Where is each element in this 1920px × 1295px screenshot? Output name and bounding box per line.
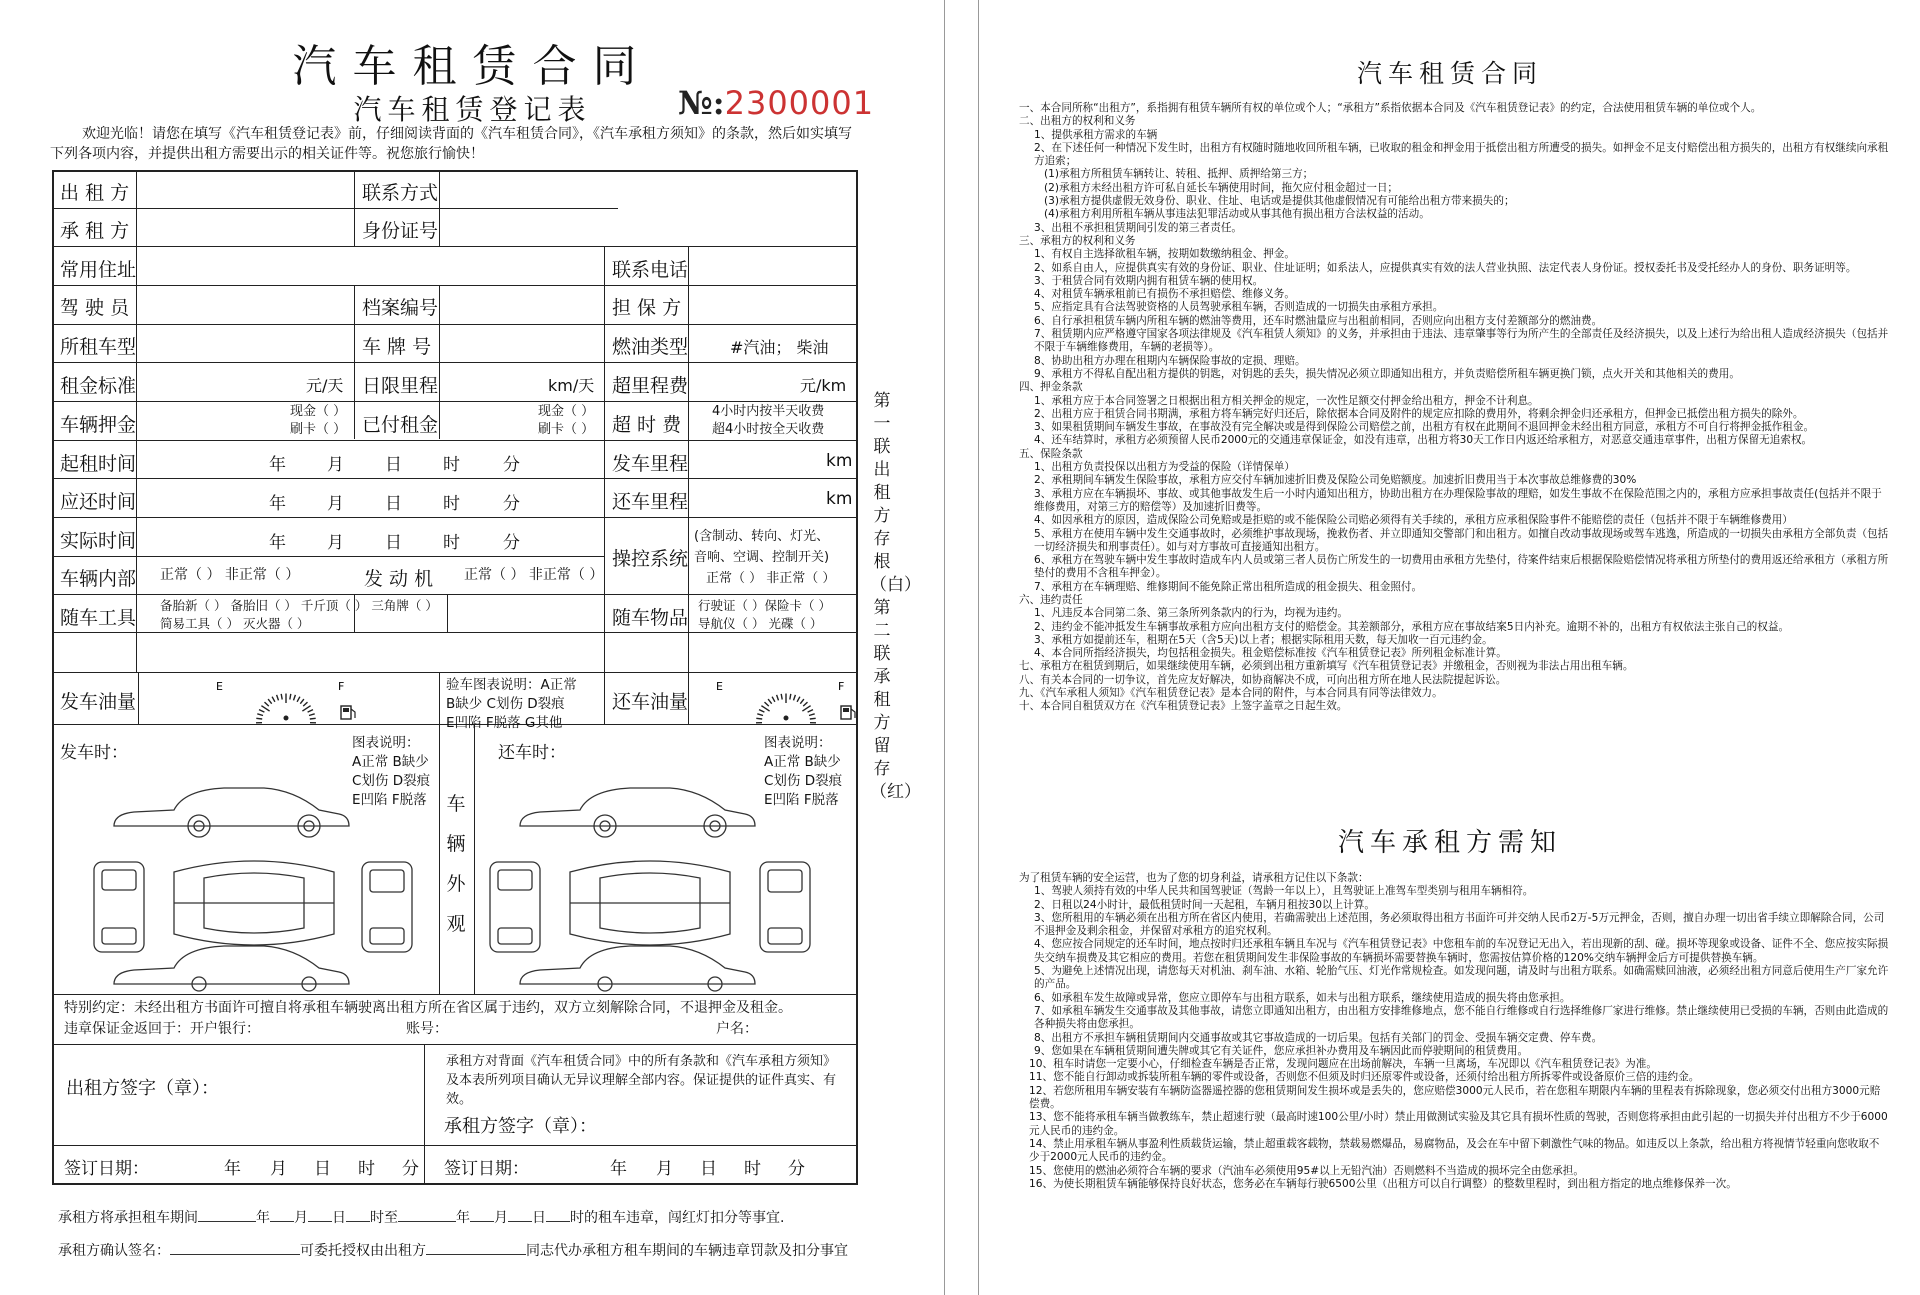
clause-line: (1)承租方所租赁车辆转让、转租、抵押、质押给第三方； bbox=[1044, 168, 1314, 181]
inspection-legend-1: 验车图表说明：A正常 bbox=[446, 677, 577, 693]
overtime-rule-1: 4小时内按半天收费 bbox=[712, 404, 825, 419]
clause-line: 3、您所租用的车辆必须在出租方所在省区内使用，若确需驶出上述范围，务必须取得出租方书面许可并交纳人民币2万-5万元押金，否则，擅自办理一切出省手续立即解除合同，公司不退押金及剩余租金，并保留对承租方的追究权利。 bbox=[1034, 911, 1885, 938]
label-return-fuel: 还车油量 bbox=[612, 691, 689, 713]
clause-line: 5、承租方在使用车辆中发生交通事故时，必须维护事故现场，挽救伤者、并立即通知交警部门和出租方。如擅自改动事故现场或驾车逃逸，所造成的一切损失由承租方全部负责（包括一切经济损失和刑事责任）。如与对方事故可直接通知出租方。 bbox=[1034, 527, 1889, 553]
clause-line: 三、承租方的权利和义务 bbox=[1019, 234, 1136, 247]
clause-line: 6、自行承担租赁车辆内所租车辆的燃油等费用，还车时燃油量应与出租前相同，否则应向出租方支付差额部分的燃油费。 bbox=[1034, 314, 1603, 327]
inspection-legend-2: B缺少 C划伤 D裂痕 bbox=[446, 696, 565, 712]
label-lessee: 承 租 方 bbox=[60, 220, 130, 242]
label-actual-time: 实际时间 bbox=[60, 530, 137, 552]
clause-line: 1、承租方应于本合同签署之日根据出租方相关押金的规定，一次性足额交付押金给出租方，押金不计利息。 bbox=[1034, 394, 1539, 407]
overtime-rule-2: 超4小时按全天收费 bbox=[712, 422, 825, 437]
belongings-line-1: 行驶证（ ）保险卡（ ） bbox=[698, 598, 831, 613]
clause-line: 4、您应按合同规定的还车时间，地点按时归还承租车辆且车况与《汽车租赁登记表》中您租车前的车况登记无出入，若出现新的刮、碰。损坏等现象或设备、证件不全、您应按实际损失交纳车损费及其它相应的费用。若您在租赁期间发生非保险事故的车辆损坏需要替换车辆时，您需按估算价格的120%交纳车辆押金后方可提供替换车辆。 bbox=[1034, 938, 1889, 964]
serial-value: 2300001 bbox=[724, 84, 875, 122]
label-paid-rent: 已付租金 bbox=[362, 414, 439, 436]
label-start-fuel: 发车油量 bbox=[60, 691, 137, 713]
clause-line: 9、您如果在车辆租赁期间遭失牌或其它有关证件，您应承担补办费用及车辆因此而停驶期间的租赁费用。 bbox=[1034, 1044, 1529, 1057]
clause-line: 1、提供承租方需求的车辆 bbox=[1034, 128, 1158, 141]
clause-line: 6、如承租车发生故障或异常，您应立即停车与出租方联系，如未与出租方联系，继续使用造成的损失将由您承担。 bbox=[1034, 991, 1571, 1004]
vehicle-exterior-label: 车 辆 外 观 bbox=[446, 793, 466, 935]
clause-line: 八、有关本合同的一切争议，首先应友好解决，如协商解决不成，可向出租方所在地人民法院提起诉讼。 bbox=[1019, 673, 1507, 686]
label-start-time: 起租时间 bbox=[60, 453, 137, 475]
controls-desc-1: (含制动、转向、灯光、 bbox=[694, 529, 830, 544]
clause-line: 6、承租方在驾驶车辆中发生事故时造成车内人员或第三者人员伤亡所发生的一切费用由承租方先垫付，待案件结束后根据保险赔偿情况将承租方所垫付的费用返还给承租方（承租方所垫付的费用不含租车押金）。 bbox=[1034, 554, 1889, 580]
registration-table: 出 租 方 联系方式 承 租 方 身份证号 常用住址 联系电话 驾 驶 员 档案编号 担 保 方 所租车型 车 牌 号 燃油类型 #汽油； 柴油 租金标准 元/天 日限里程 km/天 超里程费 元/km 车辆押金 现金（ ） 刷卡（ ） 已付租金 现金（ ） 刷卡（ ） 超 时 费 4小时内按半天收费 超4小时按全天收费 起租时间 应还时间 实际时间 年 月 日 时 分 年 月 日 时 分 年 月 日 时 分 发车里程 km 还车里程 km 操控系统 (含制动、转向、灯光、 音响、空调、控制开关) 正常（ ） 非正常（ ） 车辆内部 正常（ ） 非正常（ ） 发 动 机 正常（ ） 非正常（ ） 随车工具 备胎新（ ） 备胎旧（ ） 千斤顶（ ） 三角牌（ ） 简易工具（ ） 灭火器（ ） 随车物品 行驶证（ ）保险卡（ ） 导航仪（ ） 光碟（ ） 发车油量 E F 验车图表说明：A正常 B缺少 C划伤 D裂痕 E凹陷 F脱落 G其他 还车油量 E F 发车时： 还车时： 图表说明： A正常 B缺少 C划伤 D裂痕 E凹陷 F脱落 图表说明： A正常 B缺少 C划伤 D裂痕 E凹陷 F脱落 车 辆 外 观 特别约定：未经出租方书面许可擅自将承租车辆驶离出租方所在省区属于违约，双方立刻解除合同，不退押金及租金。 违章保证金返回于：开户银行： 账号： 户名： 出租方签字（章）： 承租方对背面《汽车租赁合同》中的所有条款和《汽车承租方须知》及本表所列项目确认无异议理解全部内容。保证提供的证件真实、有效。 承租方签字（章）： 签订日期： 年 月 日 时 分 签订日期： 年 月 日 时 分 bbox=[52, 170, 858, 1185]
serial-number bbox=[678, 84, 874, 122]
clause-line: 9、承租方不得私自配出租方提供的钥匙，对钥匙的丢失，损失情况必须立即通知出租方，并负责赔偿所租车辆更换门锁，点火开关和其他相关的费用。 bbox=[1034, 367, 1740, 380]
contract-terms-page bbox=[978, 0, 1920, 1295]
depart-legend: 图表说明： A正常 B缺少 C划伤 D裂痕 E凹陷 F脱落 bbox=[352, 735, 431, 808]
svg-text:F: F bbox=[338, 680, 345, 693]
svg-text:E: E bbox=[216, 680, 223, 693]
refund-bank: 违章保证金返回于：开户银行： bbox=[64, 1021, 260, 1037]
clause-line: (2)承租方未经出租方许可私自延长车辆使用时间，拖欠应付租金超过一日； bbox=[1044, 181, 1399, 194]
terms-title: 汽车租赁合同 bbox=[1356, 59, 1543, 88]
label-id-number: 身份证号 bbox=[362, 220, 439, 242]
label-plate: 车 牌 号 bbox=[362, 336, 432, 358]
refund-account: 账号： bbox=[406, 1021, 448, 1037]
label-daily-mileage: 日限里程 bbox=[362, 375, 439, 397]
clause-line: 六、违约责任 bbox=[1019, 593, 1083, 606]
clause-line: 7、如承租车辆发生交通事故及其他事故，请您立即通知出租方，由出租方安排维修地点，您不能自行维修或自行选择维修厂家进行维修。禁止继续使用已受损的车辆，否则由此造成的各种损失将由您承担。 bbox=[1034, 1004, 1889, 1031]
clause-line: 3、于租赁合同有效期内拥有租赁车辆的使用权。 bbox=[1034, 274, 1264, 287]
clause-line: 1、凡违反本合同第二条、第三条所列条款内的行为，均视为违约。 bbox=[1034, 607, 1348, 620]
clause-line: 4、还车结算时，承租方必须预留人民币2000元的交通违章保证金，如没有违章，出租方将30天工作日内返还给承租方，对恶意交通违章事件，出租方保留无追索权。 bbox=[1034, 434, 1813, 447]
controls-desc-2: 音响、空调、控制开关) bbox=[694, 550, 830, 565]
paid-rent-cash: 现金（ ） bbox=[538, 404, 595, 419]
label-engine: 发 动 机 bbox=[364, 568, 434, 590]
label-address: 常用住址 bbox=[60, 259, 137, 281]
return-legend: 图表说明： A正常 B缺少 C划伤 D裂痕 E凹陷 F脱落 bbox=[764, 735, 843, 808]
clause-line: 4、本合同所指经济损失，均包括租金损失。租金赔偿标准按《汽车租赁登记表》所列租金标准计算。 bbox=[1034, 647, 1507, 660]
label-interior: 车辆内部 bbox=[60, 568, 137, 590]
svg-text:F: F bbox=[838, 680, 845, 693]
label-tools: 随车工具 bbox=[60, 607, 137, 629]
label-contact: 联系方式 bbox=[362, 182, 439, 204]
clause-line: 2、出租方应于租赁合同书期满，承租方将车辆完好归还后，除依据本合同及附件的规定应扣除的费用外，将剩余押金归还承租方，但押金已抵偿出租方损失的除外。 bbox=[1034, 407, 1804, 420]
clause-line: 1、有权自主选择欲租车辆，按期如数缴纳租金、押金。 bbox=[1034, 248, 1295, 261]
label-due-time: 应还时间 bbox=[60, 491, 137, 513]
lessee-statement: 承租方对背面《汽车租赁合同》中的所有条款和《汽车承租方须知》及本表所列项目确认无异议理解全部内容。保证提供的证件真实、有效。 bbox=[446, 1054, 837, 1107]
special-terms: 特别约定：未经出租方书面许可擅自将承租车辆驶离出租方所在省区属于违约，双方立刻解除合同，不退押金及租金。 bbox=[64, 1000, 792, 1016]
lessee-signature: 承租方签字（章）： bbox=[444, 1116, 597, 1137]
serial-prefix: №: bbox=[678, 84, 725, 122]
start-fuel-gauge bbox=[214, 678, 364, 724]
contract-title: 汽车租赁合同 bbox=[292, 41, 653, 92]
svg-text:E: E bbox=[716, 680, 723, 693]
clause-line: 2、如系自由人，应提供真实有效的身份证、职业、住址证明；如系法人，应提供真实有效的法人营业执照、法定代表人身份证。授权委托书及受托经办人的身份、职务证明等。 bbox=[1034, 261, 1857, 274]
clause-line: 15、您使用的燃油必须符合车辆的要求（汽油车必须使用95#以上无铅汽油）否则燃料不当造成的损坏完全由您承担。 bbox=[1029, 1164, 1584, 1177]
return-fuel-gauge bbox=[714, 678, 864, 724]
label-belongings: 随车物品 bbox=[612, 607, 689, 629]
label-start-mileage: 发车里程 bbox=[612, 453, 689, 475]
excess-mileage-unit: 元/km bbox=[800, 376, 847, 395]
notice-intro: 为了租赁车辆的安全运营，也为了您的切身利益，请承租方记住以下条款： bbox=[1019, 872, 1369, 884]
clause-line: 12、若您所租用车辆安装有车辆防盗器遥控器的您租赁期间发生损坏或是丢失的，您应赔偿3000元人民币，若在您租车期限内车辆的里程表有拆除现象，您必须交付出租方3000元赔偿费。 bbox=[1029, 1084, 1881, 1111]
clause-line: 3、出租不承担租赁期间引发的第三者责任。 bbox=[1034, 221, 1243, 234]
daily-mileage-unit: km/天 bbox=[548, 376, 595, 395]
depart-car-diagram bbox=[74, 752, 434, 992]
registration-form-page bbox=[0, 0, 945, 1295]
clause-line: 5、应指定具有合法驾驶资格的人员驾驶承租车辆，否则造成的一切损失由承租方承担。 bbox=[1034, 301, 1444, 314]
clause-line: 1、驾驶人须持有效的中华人民共和国驾驶证（驾龄一年以上），且驾驶证上准驾车型类别与租用车辆相符。 bbox=[1034, 885, 1534, 898]
clause-line: 1、出租方负责投保以出租方为受益的保险（详情保单） bbox=[1034, 461, 1295, 474]
clause-line: 3、如果租赁期间车辆发生事故，在事故没有完全解决或是得到保险公司赔偿之前，出租方有权在此期间不退回押金未经出租方同意，承租方不可自行将押金抵作租金。 bbox=[1034, 421, 1815, 434]
controls-status: 正常（ ） 非正常（ ） bbox=[706, 571, 836, 586]
deposit-card: 刷卡（ ） bbox=[290, 422, 347, 437]
lessor-signature: 出租方签字（章）： bbox=[66, 1078, 219, 1099]
paid-rent-card: 刷卡（ ） bbox=[538, 422, 595, 437]
clause-line: 7、承租方在车辆理赔、维修期间不能免除正常出租所造成的租金损失、租金照付。 bbox=[1034, 580, 1423, 593]
clause-line: 11、您不能自行卸动或拆装所租车辆的零件或设备，否则您不但须及时归还原零件或设备，还须付给出租方所拆零件或设备原价三倍的违约金。 bbox=[1029, 1071, 1700, 1084]
intro-text: 欢迎光临！请您在填写《汽车租赁登记表》前，仔细阅读背面的《汽车租赁合同》，《汽车承租方须知》的条款，然后如实填写下列各项内容，并提供出租方需要出示的相关证件等。祝您旅行愉快！ bbox=[50, 126, 852, 162]
return-mileage-unit: km bbox=[826, 489, 853, 509]
tools-line-2: 简易工具（ ） 灭火器（ ） bbox=[160, 616, 310, 631]
clause-line: 十、本合同自租赁双方在《汽车租赁登记表》上签字盖章之日起生效。 bbox=[1019, 700, 1348, 713]
label-car-model: 所租车型 bbox=[60, 336, 137, 358]
clause-line: 7、租赁期内应严格遵守国家各项法律规及《汽车租赁人须知》的义务，并承担由于违法、违章肇事等行为所产生的全部责任及经济损失，以及上述行为给出租人造成经济损失（包括并不限于车辆维修费用，车辆的老损等）。 bbox=[1034, 328, 1889, 354]
depart-label: 发车时： bbox=[60, 743, 128, 763]
label-deposit: 车辆押金 bbox=[60, 414, 137, 436]
rent-rate-unit: 元/天 bbox=[306, 376, 344, 395]
clause-line: 5、为避免上述情况出现，请您每天对机油、刹车油、水箱、轮胎气压、灯光作常规检查。如发现问题，请及时与出租方联系。如确需赎回油液，必须经出租方同意后使用生产厂家允许的产品。 bbox=[1034, 965, 1889, 991]
clause-line: 3、承租方应在车辆损坏、事故、或其他事故发生后一小时内通知出租方，协助出租方在办理保险事故的理赔，如发生事故不在保险范围之内的，承租方应承担事故责任(包括并不限于维修费用，对第三方的赔偿等）及加速折旧费等。 bbox=[1034, 487, 1882, 513]
clause-line: 10、租车时请您一定要小心，仔细检查车辆是否正常，发现问题应在出场前解决，车辆一旦离场，车况即以《汽车租赁登记表》为准。 bbox=[1029, 1058, 1657, 1071]
label-return-mileage: 还车里程 bbox=[612, 491, 689, 513]
violation-responsibility: 承租方将承担租车期间 年 月 日 时至 年 月 日 时的租车违章，闯红灯扣分等事宜. bbox=[58, 1210, 785, 1226]
clause-line: 七、承租方在租赁到期后，如果继续使用车辆，必须到出租方重新填写《汽车租赁登记表》并缴租金，否则视为非法占用出租车辆。 bbox=[1019, 660, 1634, 673]
clause-line: 二、出租方的权利和义务 bbox=[1019, 115, 1136, 128]
label-controls: 操控系统 bbox=[612, 548, 689, 570]
clause-line: 九、《汽车承租人须知》《汽车租赁登记表》是本合同的附件，与本合同具有同等法律效力。 bbox=[1019, 687, 1443, 700]
return-label: 还车时： bbox=[498, 743, 566, 763]
interior-status: 正常（ ） 非正常（ ） bbox=[160, 567, 300, 583]
label-guarantor: 担 保 方 bbox=[612, 297, 682, 319]
return-car-diagram bbox=[480, 752, 840, 992]
clause-line: 2、在下述任何一种情况下发生时，出租方有权随时随地收回所租车辆，已收取的租金和押金用于抵偿出租方所遭受的损失。如押金不足支付赔偿出租方损失的，出租方有权继续向承租方追索； bbox=[1034, 141, 1889, 168]
clause-line: 一、本合同所称“出租方”，系指拥有租赁车辆所有权的单位或个人；“承租方”系指依据本合同及《汽车租赁登记表》的约定，合法使用租赁车辆的单位或个人。 bbox=[1019, 102, 1762, 114]
notice-clauses bbox=[1019, 872, 1889, 1191]
clause-line: (4)承租方利用所租车辆从事违法犯罪活动或从事其他有损出租方合法权益的活动。 bbox=[1044, 208, 1430, 221]
engine-status: 正常（ ） 非正常（ ） bbox=[464, 567, 604, 583]
notice-title: 汽车承租方需知 bbox=[1337, 828, 1562, 858]
clause-line: 8、协助出租方办理在租期内车辆保险事故的定损、理赔。 bbox=[1034, 354, 1306, 367]
authorization-line: 承租方确认签名： 可委托授权由出租方 同志代办承租方租车期间的车辆违章罚款及扣分事宜 bbox=[58, 1243, 848, 1259]
clause-line: 16、为使长期租赁车辆能够保持良好状态，您务必在车辆每行驶6500公里（出租方可以自行调整）的整数里程时，到出租方指定的地点维修保养一次。 bbox=[1029, 1177, 1737, 1190]
label-file-no: 档案编号 bbox=[362, 297, 439, 319]
form-subtitle: 汽车租赁登记表 bbox=[353, 93, 592, 126]
deposit-cash: 现金（ ） bbox=[290, 404, 347, 419]
clause-line: 五、保险条款 bbox=[1019, 447, 1083, 460]
clause-line: 14、禁止用承租车辆从事盈利性质载货运输，禁止超重载客载物，禁载易燃爆品，易腐物品，及会在车中留下刺激性气味的物品。如违反以上条款，给出租方将视情节轻重向您收取不少于2000元人民币的违约金。 bbox=[1029, 1137, 1880, 1164]
clause-line: 2、承租期间车辆发生保险事故，承租方应交付车辆加速折旧费及保险公司免赔额度。加速折旧费用当于本次事故总维修费的30% bbox=[1034, 474, 1637, 487]
label-fuel-type: 燃油类型 bbox=[612, 336, 689, 358]
clause-line: 4、如因承租方的原因，造成保险公司免赔或是拒赔的或不能保险公司赔必须得有关手续的，承租方应承租保险事件不能赔偿的责任（包括并不限于车辆维修费用） bbox=[1034, 514, 1793, 527]
label-excess-mileage: 超里程费 bbox=[612, 375, 689, 397]
label-rent-rate: 租金标准 bbox=[60, 375, 137, 397]
label-overtime-fee: 超 时 费 bbox=[612, 414, 682, 436]
label-driver: 驾 驶 员 bbox=[60, 297, 130, 319]
copy-note: 第一联 出租方存根（白） 第二联 承租方留存（红） bbox=[870, 391, 921, 802]
inspection-legend-3: E凹陷 F脱落 G其他 bbox=[446, 715, 563, 731]
label-lessor: 出 租 方 bbox=[60, 182, 130, 204]
clause-line: (3)承租方提供虚假无效身份、职业、住址、电话或是提供其他虚假情况有可能给出租方带来损失的； bbox=[1044, 195, 1515, 208]
label-phone: 联系电话 bbox=[612, 259, 689, 281]
contract-clauses bbox=[1019, 102, 1889, 714]
start-mileage-unit: km bbox=[826, 451, 853, 471]
clause-line: 四、押金条款 bbox=[1019, 381, 1083, 394]
clause-line: 2、日租以24小时计，最低租赁时间一天起租，车辆月租按30以上计算。 bbox=[1034, 898, 1375, 911]
belongings-line-2: 导航仪（ ） 光碟（ ） bbox=[698, 616, 823, 631]
clause-line: 13、您不能将承租车辆当做教练车，禁止超速行驶（最高时速100公里/小时）禁止用做测试实验及其它具有损坏性质的驾驶，否则您将承担由此引起的一切损失并付出租方不少于6000元人民币的违约金。 bbox=[1029, 1111, 1888, 1137]
clause-line: 3、承租方如提前还车，租期在5天（含5天)以上者；根据实际租用天数，每天加收一百元违约金。 bbox=[1034, 633, 1493, 646]
clause-line: 4、对租赁车辆承租前已有损伤不承担赔偿、维修义务。 bbox=[1034, 288, 1295, 301]
fuel-type-value: #汽油； 柴油 bbox=[730, 338, 829, 357]
refund-name: 户名： bbox=[716, 1021, 758, 1037]
tools-line-1: 备胎新（ ） 备胎旧（ ） 千斤顶（ ） 三角牌（ ） bbox=[160, 598, 438, 613]
clause-line: 2、违约金不能冲抵发生车辆事故承租方应向出租方支付的赔偿金。其差额部分，承租方应在事故结案5日内补充。逾期不补的，出租方有权依法主张自己的权益。 bbox=[1034, 620, 1790, 633]
clause-line: 8、出租方不承担车辆租赁期间内交通事故或其它事故造成的一切后果。包括有关部门的罚金、受损车辆交定费、停车费。 bbox=[1034, 1031, 1603, 1044]
